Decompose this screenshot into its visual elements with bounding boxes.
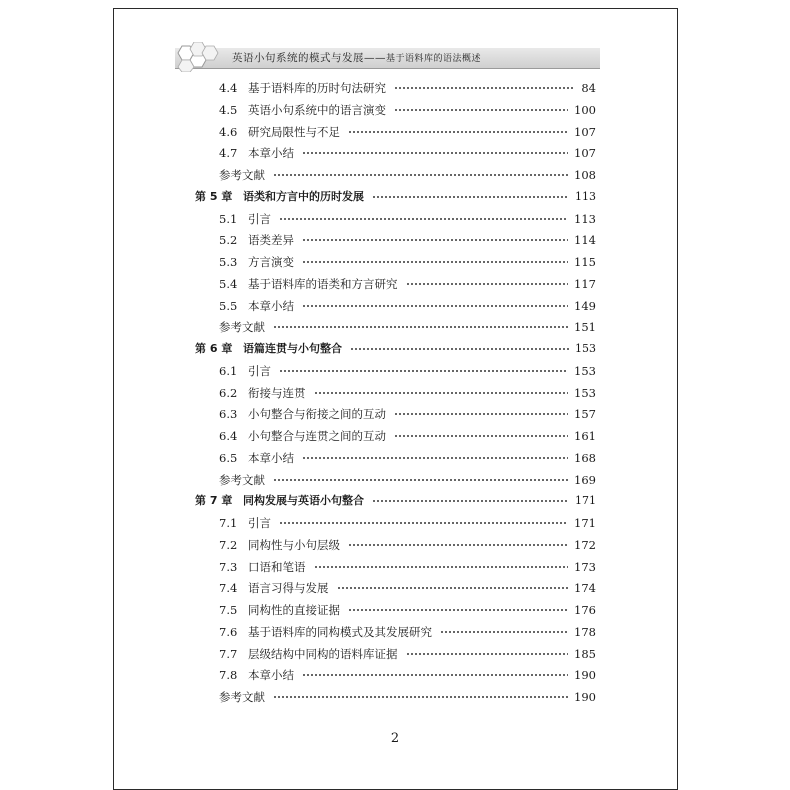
toc-title: 参考文献	[219, 320, 265, 335]
toc-title: 参考文献	[219, 690, 265, 704]
toc-references-row[interactable]	[0, 318, 790, 336]
toc-leader-dots	[273, 174, 568, 176]
toc-title: 基于语料库的语类和方言研究	[248, 276, 398, 291]
toc-leader-dots	[394, 87, 575, 89]
toc-number: 7.5	[219, 603, 238, 617]
toc-page-number: 113	[575, 189, 596, 203]
toc-leader-dots	[406, 283, 568, 285]
toc-title: 本章小结	[248, 450, 294, 465]
toc-title: 同构发展与英语小句整合	[243, 494, 364, 508]
toc-title: 参考文献	[219, 168, 265, 182]
toc-page-number: 153	[574, 363, 596, 378]
toc-title: 层级结构中同构的语料库证据	[248, 646, 398, 661]
toc-page-number: 171	[575, 494, 596, 508]
toc-number: 6.3	[219, 407, 238, 422]
toc-leader-dots	[394, 435, 568, 437]
toc-page-number: 185	[574, 646, 596, 661]
toc-number: 7.6	[219, 624, 238, 639]
toc-title: 同构性与小句层级	[248, 537, 340, 552]
toc-leader-dots	[302, 239, 568, 241]
toc-leader-dots	[314, 392, 568, 394]
toc-page-number: 113	[574, 211, 596, 226]
toc-page-number: 176	[574, 603, 596, 617]
toc-leader-dots	[440, 631, 568, 633]
toc-title: 引言	[248, 211, 271, 226]
toc-number: 6.1	[219, 363, 238, 378]
toc-section-row[interactable]	[0, 362, 790, 380]
toc-section-row[interactable]	[0, 101, 790, 119]
toc-leader-dots	[302, 152, 568, 154]
toc-title: 参考文献	[219, 472, 265, 487]
toc-page-number: 153	[575, 342, 596, 355]
toc-page-number: 178	[574, 624, 596, 639]
toc-page-number: 161	[574, 429, 596, 443]
toc-number: 6.5	[219, 450, 238, 465]
toc-number: 第 5 章	[195, 189, 233, 203]
toc-page-number: 190	[574, 690, 596, 704]
toc-section-row[interactable]	[0, 579, 790, 597]
toc-page-number: 172	[574, 537, 596, 552]
toc-title: 口语和笔语	[248, 559, 306, 574]
toc-leader-dots	[406, 653, 568, 655]
toc-page-number: 151	[574, 320, 596, 335]
toc-number: 5.3	[219, 255, 238, 269]
toc-title: 语言习得与发展	[248, 581, 329, 596]
toc-leader-dots	[394, 413, 568, 415]
toc-number: 4.5	[219, 102, 238, 117]
toc-number: 4.4	[219, 81, 238, 95]
toc-leader-dots	[279, 522, 568, 524]
toc-section-row[interactable]	[0, 275, 790, 293]
toc-section-row[interactable]	[0, 558, 790, 576]
hexagon-decoration-icon	[172, 42, 230, 72]
toc-title: 衔接与连贯	[248, 385, 306, 400]
toc-number: 第 6 章	[195, 342, 233, 355]
toc-leader-dots	[273, 479, 568, 481]
toc-section-row[interactable]	[0, 79, 790, 97]
toc-number: 7.7	[219, 646, 238, 661]
toc-leader-dots	[273, 326, 568, 328]
toc-title: 英语小句系统中的语言演变	[248, 102, 386, 117]
toc-section-row[interactable]	[0, 297, 790, 315]
toc-title: 同构性的直接证据	[248, 603, 340, 617]
toc-leader-dots	[348, 544, 568, 546]
toc-title: 引言	[248, 516, 271, 530]
toc-title: 语篇连贯与小句整合	[243, 342, 342, 355]
toc-title: 本章小结	[248, 146, 294, 161]
toc-chapter-row[interactable]	[0, 188, 790, 206]
toc-number: 6.2	[219, 385, 238, 400]
toc-leader-dots	[372, 196, 569, 198]
toc-number: 7.4	[219, 581, 238, 596]
toc-page-number: 149	[574, 298, 596, 313]
toc-title: 小句整合与连贯之间的互动	[248, 429, 386, 443]
toc-title: 研究局限性与不足	[248, 124, 340, 139]
toc-number: 6.4	[219, 429, 238, 443]
toc-page-number: 171	[574, 516, 596, 530]
running-header	[232, 50, 481, 65]
toc-title: 本章小结	[248, 298, 294, 313]
page-number: 2	[390, 731, 400, 746]
toc-leader-dots	[302, 305, 568, 307]
toc-leader-dots	[394, 109, 568, 111]
toc-leader-dots	[337, 587, 568, 589]
toc-number: 4.7	[219, 146, 238, 161]
toc-leader-dots	[302, 457, 568, 459]
toc-title: 基于语料库的同构模式及其发展研究	[248, 624, 432, 639]
toc-title: 语类和方言中的历时发展	[243, 189, 364, 203]
toc-leader-dots	[302, 674, 568, 676]
toc-number: 5.5	[219, 298, 238, 313]
toc-page-number: 108	[574, 168, 596, 182]
toc-page-number: 107	[574, 124, 596, 139]
toc-section-row[interactable]	[0, 514, 790, 532]
toc-title: 方言演变	[248, 255, 294, 269]
toc-page-number: 153	[574, 385, 596, 400]
toc-leader-dots	[372, 500, 569, 502]
header-dash: ——	[364, 52, 386, 64]
toc-section-row[interactable]	[0, 253, 790, 271]
toc-references-row[interactable]	[0, 688, 790, 706]
toc-title: 本章小结	[248, 668, 294, 683]
toc-number: 7.3	[219, 559, 238, 574]
toc-page-number: 174	[574, 581, 596, 596]
toc-leader-dots	[348, 131, 568, 133]
toc-number: 第 7 章	[195, 494, 233, 508]
toc-chapter-row[interactable]	[0, 492, 790, 510]
header-subtitle: 基于语料库的语法概述	[386, 54, 482, 64]
toc-section-row[interactable]	[0, 123, 790, 141]
toc-section-row[interactable]	[0, 666, 790, 684]
toc-title: 小句整合与衔接之间的互动	[248, 407, 386, 422]
toc-number: 5.2	[219, 233, 238, 248]
toc-page-number: 157	[574, 407, 596, 422]
toc-number: 5.4	[219, 276, 238, 291]
toc-page-number: 84	[581, 81, 596, 95]
toc-references-row[interactable]	[0, 166, 790, 184]
toc-page-number: 114	[574, 233, 596, 248]
toc-page-number: 168	[574, 450, 596, 465]
toc-leader-dots	[273, 696, 568, 698]
toc-leader-dots	[348, 609, 568, 611]
toc-section-row[interactable]	[0, 601, 790, 619]
toc-number: 4.6	[219, 124, 238, 139]
toc-page-number: 107	[574, 146, 596, 161]
toc-number: 5.1	[219, 211, 238, 226]
toc-references-row[interactable]	[0, 471, 790, 489]
toc-page-number: 117	[574, 276, 596, 291]
toc-leader-dots	[279, 370, 568, 372]
toc-section-row[interactable]	[0, 231, 790, 249]
toc-number: 7.1	[219, 516, 238, 530]
toc-number: 7.8	[219, 668, 238, 683]
toc-leader-dots	[279, 218, 568, 220]
toc-title: 引言	[248, 363, 271, 378]
toc-section-row[interactable]	[0, 645, 790, 663]
toc-section-row[interactable]	[0, 536, 790, 554]
toc-leader-dots	[314, 566, 568, 568]
toc-title: 语类差异	[248, 233, 294, 248]
toc-section-row[interactable]	[0, 405, 790, 423]
toc-section-row[interactable]	[0, 623, 790, 641]
toc-number: 7.2	[219, 537, 238, 552]
toc-section-row[interactable]	[0, 449, 790, 467]
toc-section-row[interactable]	[0, 144, 790, 162]
toc-page-number: 173	[574, 559, 596, 574]
toc-section-row[interactable]	[0, 427, 790, 445]
toc-title: 基于语料库的历时句法研究	[248, 81, 386, 95]
toc-page-number: 100	[574, 102, 596, 117]
toc-section-row[interactable]	[0, 384, 790, 402]
toc-page-number: 115	[574, 255, 596, 269]
toc-page-number: 169	[574, 472, 596, 487]
toc-leader-dots	[350, 348, 569, 350]
toc-leader-dots	[302, 261, 568, 263]
toc-page-number: 190	[574, 668, 596, 683]
toc-section-row[interactable]	[0, 210, 790, 228]
header-title: 英语小句系统的模式与发展	[232, 52, 364, 64]
toc-chapter-row[interactable]	[0, 340, 790, 358]
